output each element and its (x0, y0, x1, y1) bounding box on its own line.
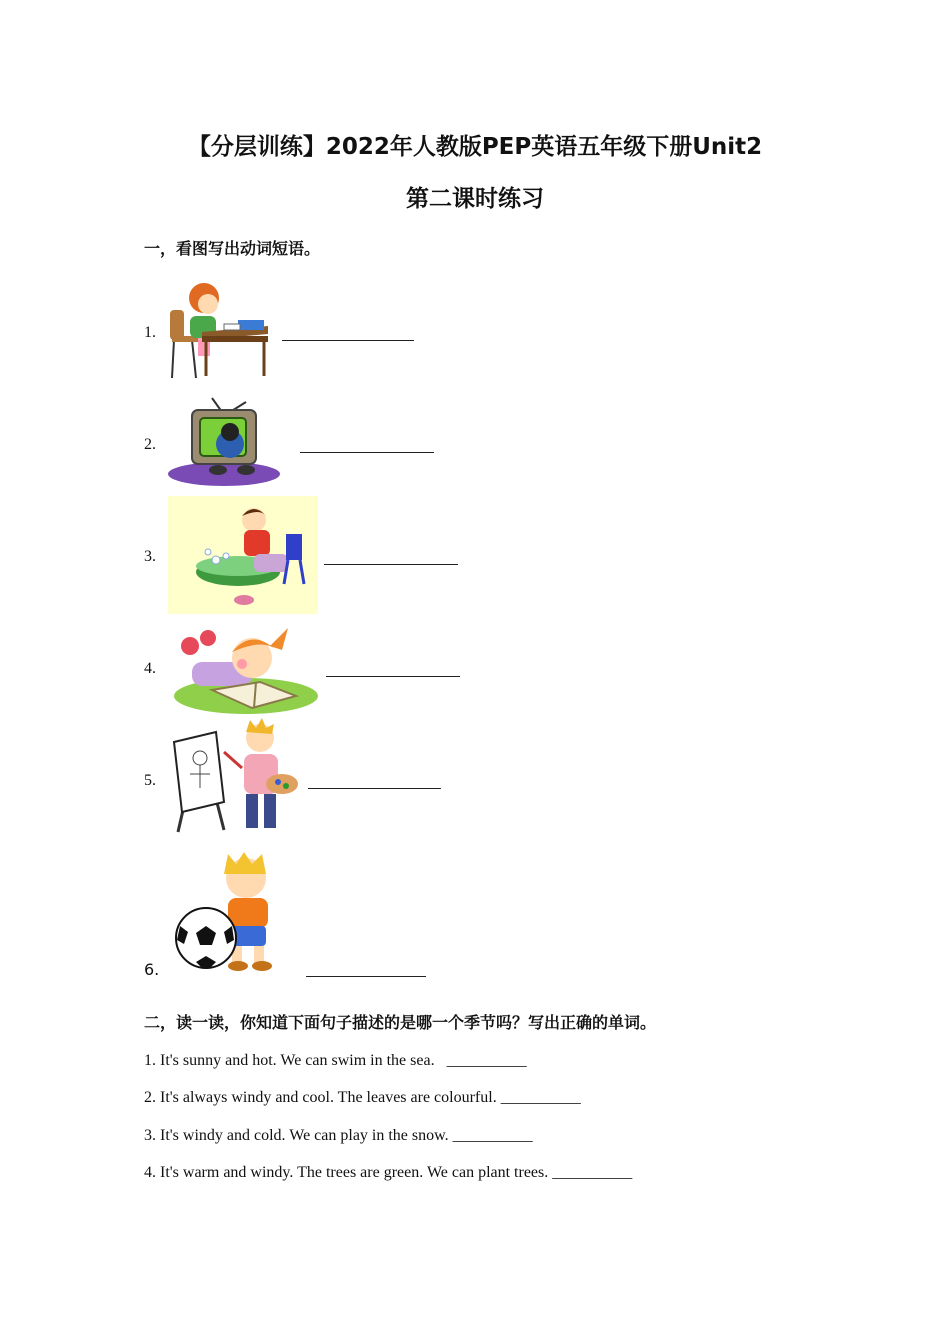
watching-tv-illustration (166, 396, 286, 488)
part1-item-2-number: 2. (144, 436, 156, 453)
reading-book-illustration (172, 620, 318, 716)
part2-item-3-text: It's windy and cold. We can play in the snow. (160, 1127, 449, 1144)
page-subtitle: 第二课时练习 (406, 186, 544, 212)
part1-item-6-number: 6. (144, 960, 160, 979)
part2-sentence-2 (144, 1089, 581, 1107)
part2-item-3-blank[interactable]: __________ (452, 1127, 533, 1144)
part1-item-4-blank[interactable] (326, 676, 460, 677)
part2-item-1-blank[interactable]: __________ (446, 1052, 527, 1069)
part2-sentence-4 (144, 1164, 632, 1182)
part1-item-6-blank[interactable] (306, 976, 426, 977)
part2-item-2-text: It's always windy and cool. The leaves are colourful. (160, 1089, 497, 1106)
part1-item-3-blank[interactable] (324, 564, 458, 565)
part1-item-4-number: 4. (144, 660, 156, 677)
part2-sentence-1 (144, 1052, 527, 1070)
part1-item-3-number: 3. (144, 548, 156, 565)
part2-item-2-blank[interactable]: __________ (500, 1089, 581, 1106)
part2-item-4-text: It's warm and windy. The trees are green. We can plant trees. (160, 1164, 549, 1181)
part2-item-2-number: 2. (144, 1089, 156, 1106)
washing-clothes-illustration (168, 496, 318, 614)
homework-illustration (168, 280, 272, 380)
part1-item-5-blank[interactable] (308, 788, 441, 789)
part2-heading: 二，读一读，你知道下面句子描述的是哪一个季节吗？写出正确的单词。 (144, 1013, 657, 1032)
part2-item-4-blank[interactable]: __________ (552, 1164, 633, 1181)
part1-heading: 一，看图写出动词短语。 (144, 239, 321, 258)
part2-sentence-3 (144, 1127, 533, 1145)
part2-item-1-number: 1. (144, 1052, 156, 1069)
part2-item-3-number: 3. (144, 1127, 156, 1144)
part2-item-1-text: It's sunny and hot. We can swim in the sea. (160, 1052, 435, 1069)
page-title: 【分层训练】2022年人教版PEP英语五年级下册Unit2 (187, 134, 763, 160)
part1-item-1-number: 1. (144, 324, 156, 341)
playing-football-illustration (172, 852, 300, 974)
part1-item-1-blank[interactable] (282, 340, 414, 341)
part2-item-4-number: 4. (144, 1164, 156, 1181)
drawing-pictures-illustration (170, 718, 300, 836)
part1-item-5-number: 5. (144, 772, 156, 789)
part1-item-2-blank[interactable] (300, 452, 434, 453)
